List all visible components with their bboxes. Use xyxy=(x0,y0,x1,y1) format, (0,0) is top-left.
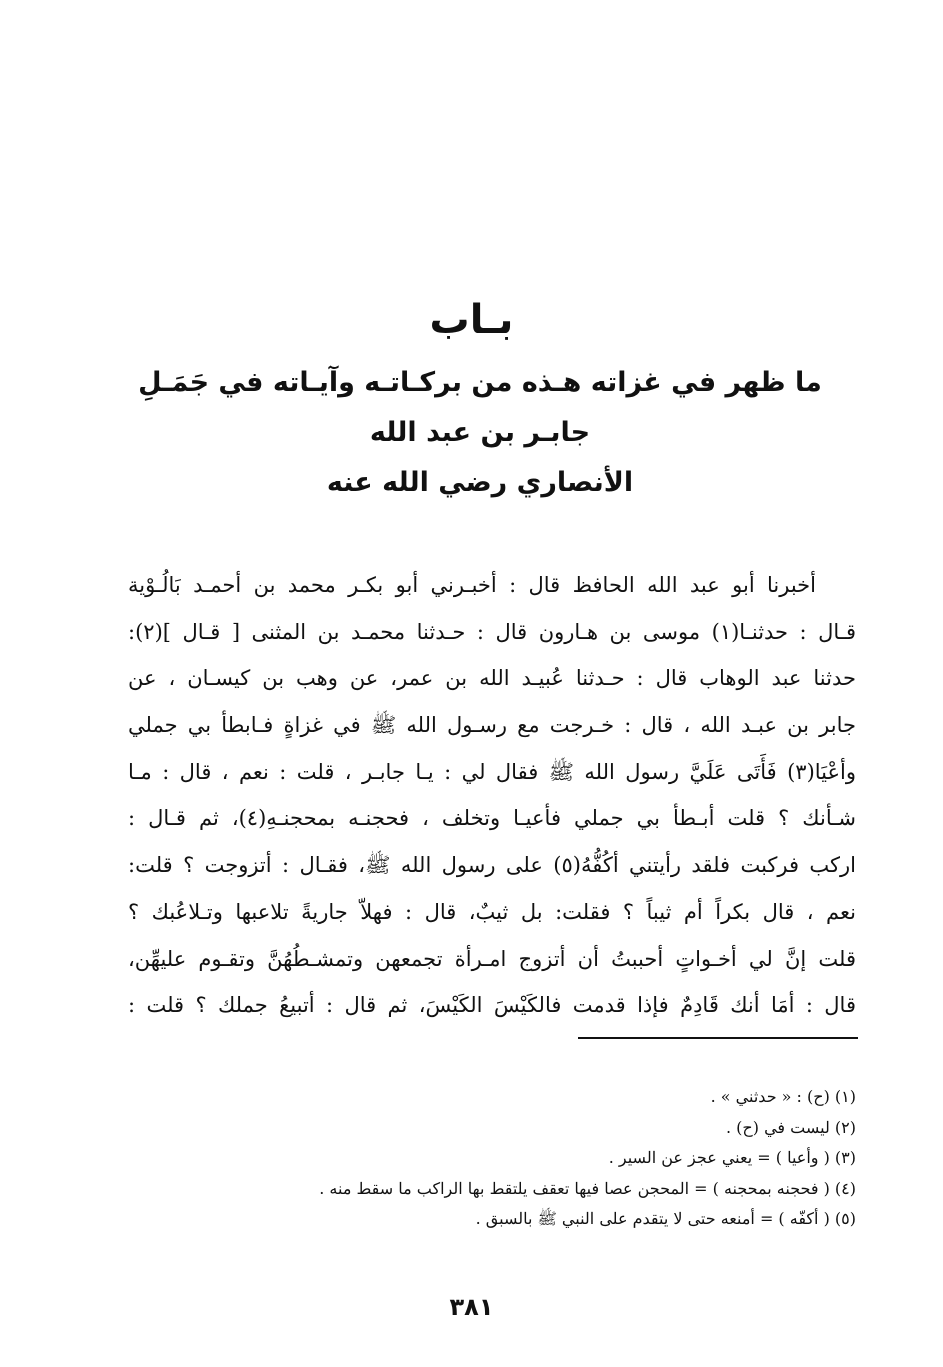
chapter-subtitle xyxy=(120,358,840,508)
text-line: قلت إنَّ لي أخـواتٍ أحببتُ أن أتزوج امـرأة تجمعهن وتمشـطُهُنَّ وتقـوم عليهِّن، xyxy=(128,946,856,971)
footnote: (٣) ( وأعيا ) = يعني عجز عن السير . xyxy=(608,1148,856,1167)
chapter-subtitle-line: الأنصاري رضي الله عنه xyxy=(326,467,634,498)
text-line: جابر بن عبـد الله ، قال : خـرجت مع رسـول الله ﷺ في غزاةٍ فـابطأ بي جملي xyxy=(128,713,856,738)
footnotes-list xyxy=(200,1082,856,1235)
footnote: (٢) ليست في (ح) . xyxy=(726,1117,856,1137)
main-text xyxy=(128,562,856,1029)
page-number: ٣٨١ xyxy=(449,1293,494,1321)
text-line: قال : أمَا أنك قَادِمٌ فإذا قدمت فالكَيْسَ الكَيْسَ، ثم قال : أتبيعُ جملك ؟ قلت : xyxy=(128,993,856,1018)
footnote: (١) (ح) : « حدثني » . xyxy=(710,1087,856,1106)
text-line: أخبرنا أبو عبد الله الحافظ قال : أخبـرني أبو بكـر محمد بن أحمـد بَالُـوْية xyxy=(128,573,816,597)
text-line: وأعْيَا(٣) فَأَتَى عَلَيَّ رسول الله ﷺ فقال لي : يـا جابـر ، قلت : نعم ، قال : مـا xyxy=(128,759,856,784)
footnote: (٤) ( فحجنه بمحجنه ) = المحجن عصا فيها تعقف يلتقط بها الراكب ما سقط منه . xyxy=(319,1178,856,1198)
text-line: حدثنا عبد الوهاب قال : حـدثنا عُبيـد الله بن عمر، عن وهب بن كيسـان ، عن xyxy=(128,666,856,691)
footnote: (٥) ( أكفّه ) = أمنعه حتى لا يتقدم على النبي ﷺ بالسبق . xyxy=(475,1209,856,1228)
text-line: نعم ، قال بكراً أم ثيباً ؟ فقلت: بل ثيبٌ، قال : فهلاّ جاريةً تلاعبها وتـلاعُبك ؟ xyxy=(128,899,856,924)
chapter-title: بـاب xyxy=(429,297,514,343)
text-line: قـال : حدثنـا(١) موسى بن هـارون قال : حـدثنا محمـد بن المثنى [ قـال ](٢): xyxy=(128,619,856,644)
text-line: شـأنك ؟ قلت أبـطأ بي جملي فأعيـا وتخلف ، فحجنـه بمحجنـهِ(٤)، ثم قـال : xyxy=(128,806,856,831)
footnote-separator xyxy=(578,1037,858,1039)
chapter-subtitle-line: ما ظهر في غزاته هـذه من بركـاتـه وآيـاته في جَمَـلِ جابـر بن عبد الله xyxy=(138,367,822,448)
text-line: اركب فركبت فلقد رأيتني أكُفُّهُ(٥) على رسول الله ﷺ، فقـال : أتزوجت ؟ قلت: xyxy=(128,853,856,878)
